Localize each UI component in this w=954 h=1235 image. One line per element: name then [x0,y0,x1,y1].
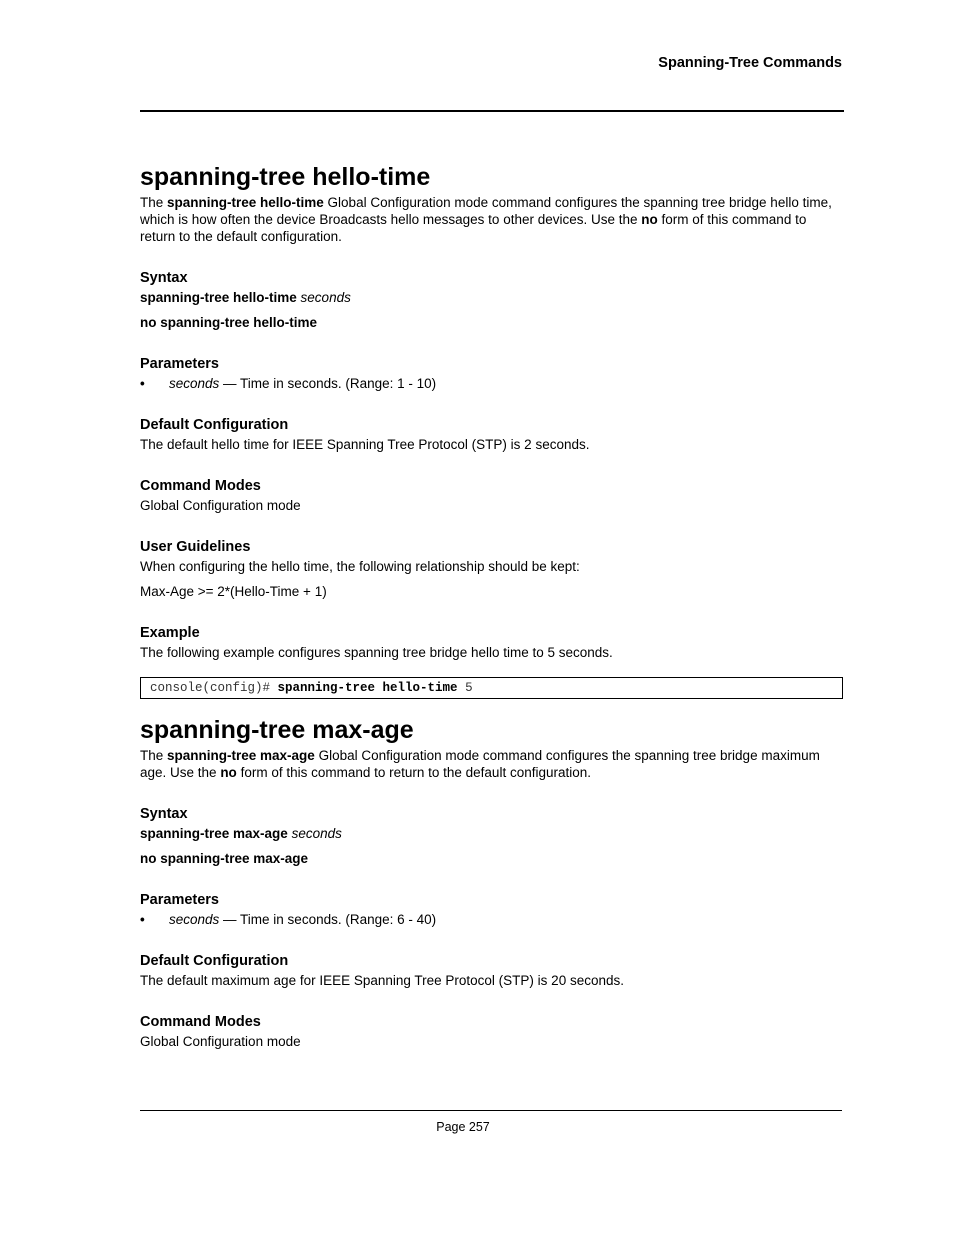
default-section [140,416,844,453]
code-command: spanning-tree hello-time [277,681,458,695]
default-heading: Default Configuration [140,953,289,969]
command-description: The spanning-tree max-age Global Configuration mode command configures the spanning tree bridge maximum age. Use the no form of this command to return to the default configuration. [140,748,820,780]
default-section [140,952,844,989]
parameters-heading: Parameters [140,356,219,372]
modes-text: Global Configuration mode [140,1034,301,1049]
example-section [140,624,844,699]
example-heading: Example [140,625,200,641]
command-title: spanning-tree hello-time [140,163,431,191]
modes-section [140,1013,844,1050]
syntax-section [140,805,844,867]
header-rule [140,110,844,112]
page-number: Page 257 [436,1120,490,1134]
syntax-section [140,269,844,331]
default-heading: Default Configuration [140,417,289,433]
syntax-heading: Syntax [140,270,188,286]
command-title: spanning-tree max-age [140,716,414,744]
bullet-icon: • [140,376,145,391]
modes-section [140,477,844,514]
code-argument: 5 [457,681,473,695]
parameter-item: • seconds — Time in seconds. (Range: 6 - 40) [140,912,437,927]
syntax-command: spanning-tree hello-time seconds [140,290,351,305]
modes-text: Global Configuration mode [140,498,301,513]
command-description: The spanning-tree hello-time Global Configuration mode command configures the spanning tree bridge hello time, which is how often the device Broadcasts hello messages to other devices. Use the no form of this command to return to the default configuration. [140,195,832,244]
code-prompt: console(config)# [150,681,278,695]
example-text: The following example configures spanning tree bridge hello time to 5 seconds. [140,645,613,660]
parameters-section [140,891,844,928]
guidelines-text: When configuring the hello time, the following relationship should be kept: [140,559,580,574]
default-text: The default hello time for IEEE Spanning Tree Protocol (STP) is 2 seconds. [140,437,590,452]
modes-heading: Command Modes [140,1014,261,1030]
parameters-heading: Parameters [140,892,219,908]
default-text: The default maximum age for IEEE Spanning Tree Protocol (STP) is 20 seconds. [140,973,624,988]
modes-heading: Command Modes [140,478,261,494]
parameter-item: • seconds — Time in seconds. (Range: 1 - 10) [140,376,437,391]
guidelines-formula: Max-Age >= 2*(Hello-Time + 1) [140,584,327,599]
footer-rule [140,1110,842,1111]
syntax-command: spanning-tree max-age seconds [140,826,342,841]
running-header: Spanning-Tree Commands [658,55,842,71]
page-content [140,160,844,1050]
guidelines-section [140,538,844,600]
syntax-no-command: no spanning-tree hello-time [140,315,318,330]
bullet-icon: • [140,912,145,927]
guidelines-heading: User Guidelines [140,539,251,555]
syntax-no-command: no spanning-tree max-age [140,851,309,866]
parameters-section [140,355,844,392]
code-example [140,677,843,699]
syntax-heading: Syntax [140,806,188,822]
